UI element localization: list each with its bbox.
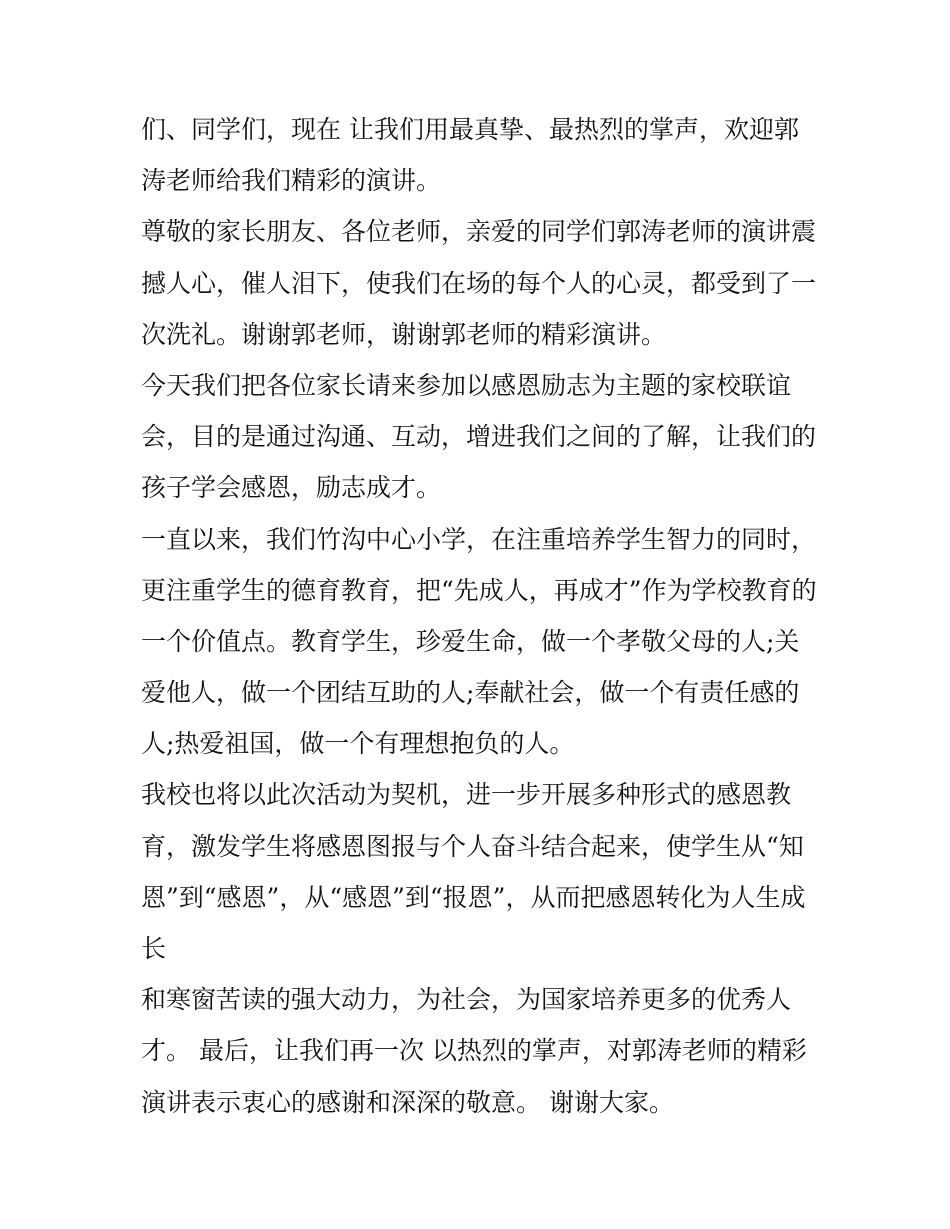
text-line: 今天我们把各位家长请来参加以感恩励志为主题的家校联谊 <box>141 370 792 400</box>
text-line: 才。 最后，让我们再一次 以热烈的掌声，对郭涛老师的精彩 <box>141 1036 807 1066</box>
text-line: 孩子学会感恩，励志成才。 <box>141 473 442 503</box>
text-line: 恩”到“感恩”，从“感恩”到“报恩”，从而把感恩转化为人生成 <box>141 882 806 912</box>
text-line: 们、同学们，现在 让我们用最真挚、最热烈的掌声，欢迎郭 <box>141 115 799 144</box>
text-line: 我校也将以此次活动为契机，进一步开展多种形式的感恩教 <box>141 780 792 810</box>
text-line: 更注重学生的德育教育，把“先成人，再成才”作为学校教育的 <box>141 575 817 605</box>
document-body <box>141 104 821 1128</box>
text-line: 尊敬的家长朋友、各位老师，亲爱的同学们郭涛老师的演讲震 <box>141 217 817 247</box>
text-line: 人;热爱祖国，做一个有理想抱负的人。 <box>141 729 575 759</box>
text-line: 次洗礼。谢谢郭老师，谢谢郭老师的精彩演讲。 <box>141 319 667 349</box>
text-line: 一个价值点。教育学生，珍爱生命，做一个孝敬父母的人;关 <box>141 626 800 656</box>
text-line: 育，激发学生将感恩图报与个人奋斗结合起来，使学生从“知 <box>141 831 804 861</box>
text-line: 撼人心，催人泪下，使我们在场的每个人的心灵，都受到了一 <box>141 268 817 298</box>
text-line: 长 <box>141 934 167 963</box>
text-line: 演讲表示衷心的感谢和深深的敬意。 谢谢大家。 <box>141 1087 674 1117</box>
text-line: 和寒窗苦读的强大动力，为社会，为国家培养更多的优秀人 <box>141 985 792 1015</box>
text-line: 会，目的是通过沟通、互动，增进我们之间的了解，让我们的 <box>141 422 817 452</box>
text-line: 涛老师给我们精彩的演讲。 <box>141 166 442 196</box>
text-line: 一直以来，我们竹沟中心小学，在注重培养学生智力的同时， <box>141 524 817 554</box>
text-line: 爱他人，做一个团结互助的人;奉献社会，做一个有责任感的 <box>141 678 800 708</box>
